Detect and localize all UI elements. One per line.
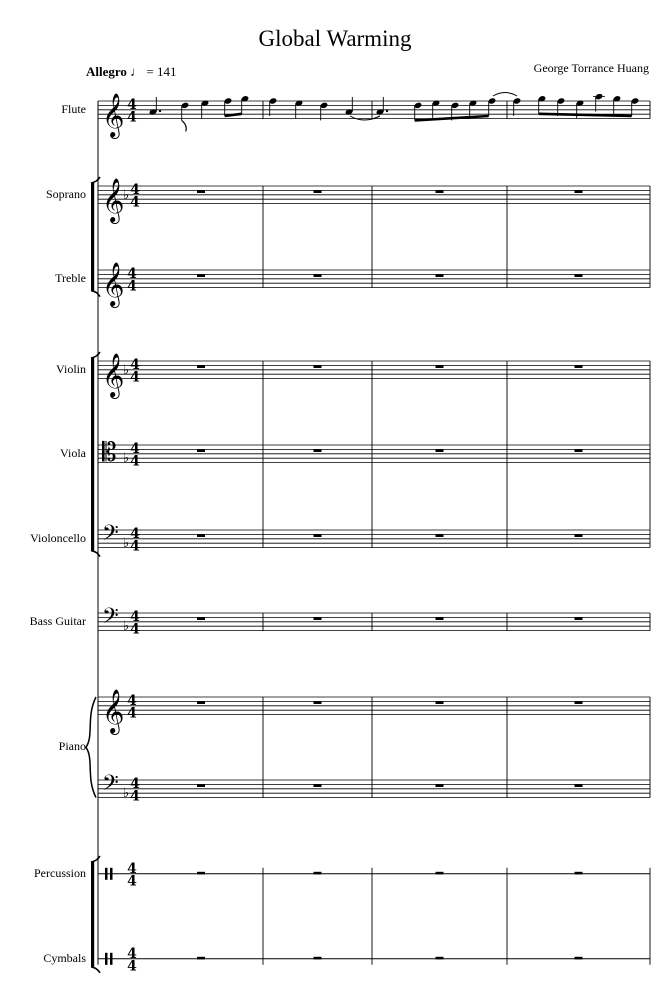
whole-rest [436, 872, 444, 875]
whole-rest [197, 617, 205, 620]
time-signature-bottom: 4 [130, 538, 140, 555]
whole-rest [314, 784, 322, 787]
tempo-bpm: = 141 [146, 64, 177, 79]
percussion-bracket-top [91, 856, 100, 862]
score-title: Global Warming [258, 26, 412, 51]
quarter-note-icon: ♩ [130, 64, 144, 79]
whole-rest [197, 449, 205, 452]
treble-clef-icon: 𝄞 [102, 353, 125, 397]
alto-clef-icon: 𝄡 [102, 438, 117, 468]
staff-label-violin: Violin [56, 361, 86, 376]
augmentation-dot [386, 110, 388, 112]
tempo-word: Allegro [86, 64, 127, 79]
whole-rest [314, 701, 322, 704]
whole-rest [436, 449, 444, 452]
treble-clef-icon: 𝄞 [102, 178, 125, 222]
whole-rest [575, 957, 583, 960]
flat-sign-icon: ♭ [123, 451, 130, 466]
whole-rest [197, 274, 205, 277]
whole-rest [436, 701, 444, 704]
whole-rest [436, 365, 444, 368]
composer-name: George Torrance Huang [533, 61, 649, 75]
bass-clef-icon: 𝄢 [102, 604, 119, 634]
whole-rest [436, 957, 444, 960]
time-signature-bottom: 4 [130, 194, 140, 211]
staff-label-violoncello: Violoncello [30, 530, 86, 545]
choir-bracket-bottom [91, 291, 100, 297]
time-signature-bottom: 4 [130, 369, 140, 386]
staff-label-percussion: Percussion [34, 865, 86, 880]
time-signature-top: 4 [130, 181, 140, 198]
bass-clef-icon: 𝄢 [102, 771, 119, 801]
whole-rest [314, 957, 322, 960]
flat-sign-icon: ♭ [123, 536, 130, 552]
whole-rest [575, 784, 583, 787]
percussion-bracket-bottom [91, 967, 100, 973]
whole-rest [575, 872, 583, 875]
whole-rest [314, 534, 322, 537]
whole-rest [197, 872, 205, 875]
time-signature-top: 4 [130, 775, 140, 792]
whole-rest [314, 274, 322, 277]
time-signature-top: 4 [127, 96, 137, 113]
strings-bracket-bottom [91, 551, 100, 557]
flat-sign-icon: ♭ [123, 362, 130, 378]
augmentation-dot [159, 110, 161, 112]
staff-label-treble: Treble [55, 270, 86, 285]
flag [182, 120, 187, 131]
whole-rest [197, 190, 205, 193]
time-signature-bottom: 4 [127, 705, 137, 722]
flat-sign-icon: ♭ [123, 187, 130, 203]
time-signature-bottom: 4 [127, 278, 137, 295]
whole-rest [575, 365, 583, 368]
percussion-bracket [91, 862, 94, 967]
time-signature-bottom: 4 [127, 958, 137, 975]
tie [350, 116, 380, 120]
treble-clef-icon: 𝄞 [102, 93, 125, 137]
whole-rest [575, 274, 583, 277]
time-signature-top: 4 [130, 525, 140, 542]
whole-rest [314, 190, 322, 193]
bass-clef-icon: 𝄢 [102, 521, 119, 551]
staff-label-cymbals: Cymbals [43, 950, 86, 965]
time-signature-top: 4 [127, 692, 137, 709]
whole-rest [436, 190, 444, 193]
whole-rest [197, 701, 205, 704]
whole-rest [436, 784, 444, 787]
time-signature-bottom: 4 [127, 109, 137, 126]
whole-rest [197, 784, 205, 787]
choir-bracket [91, 183, 94, 291]
time-signature-bottom: 4 [130, 788, 140, 805]
time-signature-bottom: 4 [127, 873, 137, 890]
whole-rest [575, 449, 583, 452]
staff-label-piano_rh: Piano [58, 739, 86, 754]
tie [493, 93, 517, 97]
whole-rest [575, 534, 583, 537]
percussion-clef-icon [110, 868, 113, 880]
time-signature-top: 4 [127, 265, 137, 282]
whole-rest [314, 872, 322, 875]
staff-label-flute: Flute [61, 101, 86, 116]
whole-rest [197, 957, 205, 960]
whole-rest [436, 534, 444, 537]
time-signature-top: 4 [130, 356, 140, 373]
whole-rest [314, 617, 322, 620]
time-signature-bottom: 4 [130, 621, 140, 638]
time-signature-top: 4 [127, 860, 137, 877]
whole-rest [197, 365, 205, 368]
percussion-clef-icon [105, 868, 108, 880]
flat-sign-icon: ♭ [123, 619, 130, 635]
staff-label-viola: Viola [60, 445, 86, 460]
whole-rest [575, 190, 583, 193]
whole-rest [575, 617, 583, 620]
flat-sign-icon: ♭ [123, 786, 130, 802]
time-signature-top: 4 [127, 945, 137, 962]
whole-rest [436, 617, 444, 620]
whole-rest [197, 534, 205, 537]
choir-bracket-top [91, 177, 100, 183]
whole-rest [575, 701, 583, 704]
percussion-clef-icon [105, 953, 108, 965]
percussion-clef-icon [110, 953, 113, 965]
piano-brace [86, 697, 96, 798]
treble-clef-icon: 𝄞 [102, 262, 125, 306]
time-signature-top: 4 [130, 608, 140, 625]
staff-label-bass_guitar: Bass Guitar [29, 613, 86, 628]
strings-bracket [91, 358, 94, 551]
strings-bracket-top [91, 352, 100, 358]
whole-rest [314, 449, 322, 452]
treble-clef-icon: 𝄞 [102, 689, 125, 733]
time-signature-bottom: 4 [130, 453, 140, 470]
whole-rest [314, 365, 322, 368]
staff-label-soprano: Soprano [46, 186, 86, 201]
time-signature-top: 4 [130, 440, 140, 457]
whole-rest [436, 274, 444, 277]
